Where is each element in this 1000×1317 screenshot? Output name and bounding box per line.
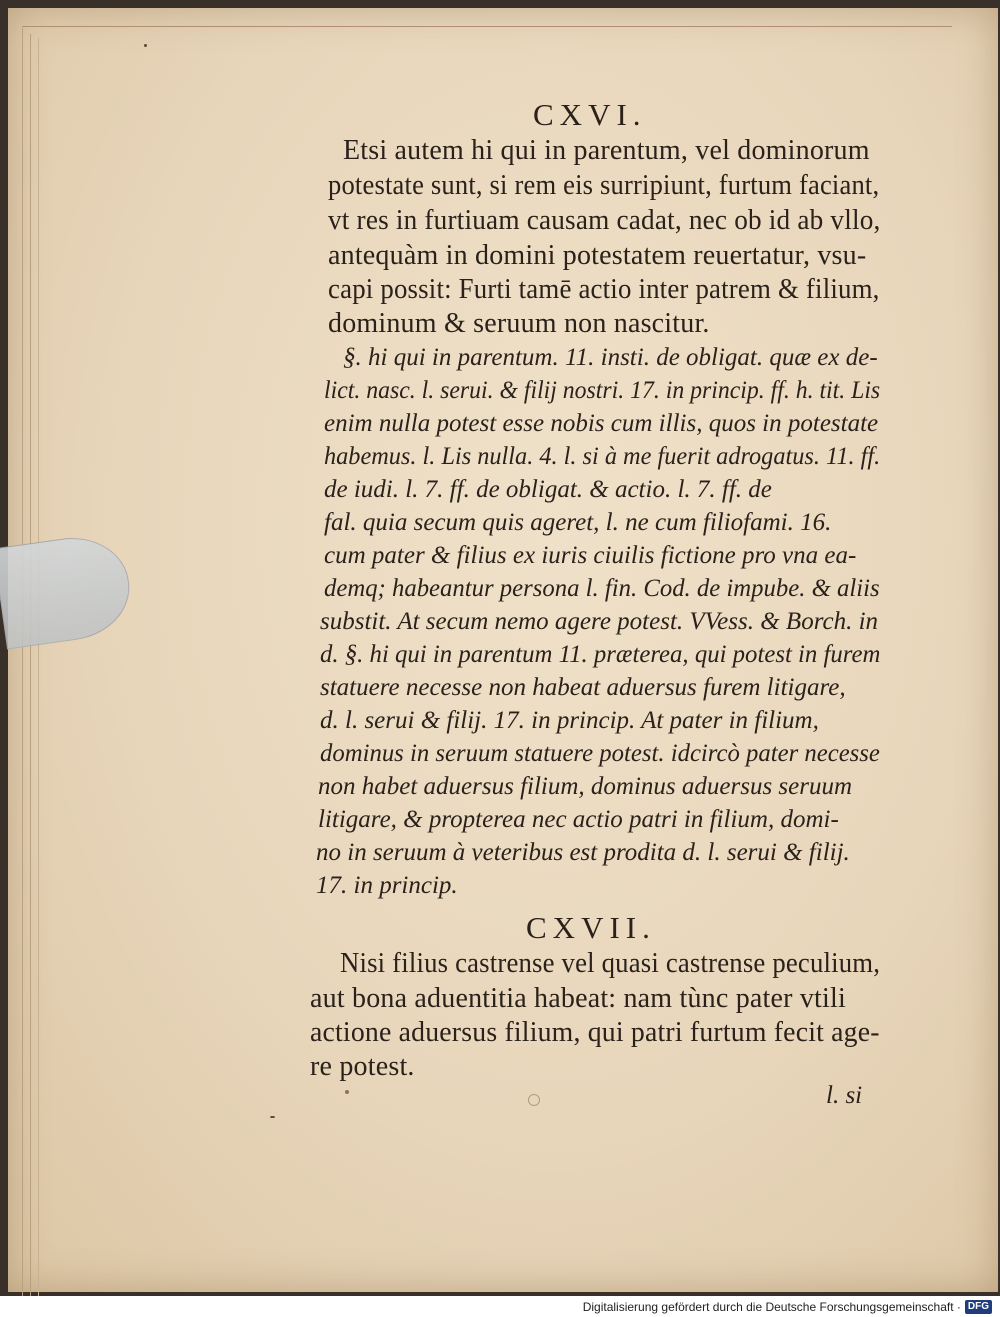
digitization-credit <box>583 1299 992 1315</box>
commentary-line: cum pater & filius ex iuris ciuilis fictione pro vna ea- <box>324 542 857 569</box>
commentary-line: enim nulla potest esse nobis cum illis, quos in potestate <box>324 410 879 437</box>
commentary-line: fal. quia secum quis ageret, l. ne cum filiofami. 16. <box>324 509 832 536</box>
text-line: capi possit: Furti tamē actio inter patrem & filium, <box>328 274 880 305</box>
text-line: vt res in furtiuam causam cadat, nec ob id ab vllo, <box>328 205 881 236</box>
commentary-line: de iudi. l. 7. ff. de obligat. & actio. l. 7. ff. de <box>324 476 772 503</box>
text-line: dominum & seruum non nascitur. <box>328 308 710 339</box>
credit-text: Digitalisierung gefördert durch die Deutsche Forschungsgemeinschaft · <box>582 1300 961 1314</box>
commentary-line: §. hi qui in parentum. 11. insti. de obligat. quæ ex de- <box>343 344 878 371</box>
text-line: actione aduersus filium, qui patri furtum fecit age- <box>310 1017 880 1048</box>
commentary-line: lict. nasc. l. serui. & filij nostri. 17. in princip. ff. h. tit. Lis <box>324 377 881 404</box>
page-edge-line <box>30 34 31 1296</box>
text-line: Etsi autem hi qui in parentum, vel dominorum <box>343 135 870 166</box>
commentary-line: d. §. hi qui in parentum 11. præterea, qui potest in furem <box>320 641 881 668</box>
commentary-line: demq; habeantur persona l. fin. Cod. de impube. & aliis <box>324 575 880 602</box>
commentary-line: habemus. l. Lis nulla. 4. l. si à me fuerit adrogatus. 11. ff. <box>324 443 881 470</box>
commentary-line: statuere necesse non habeat aduersus furem litigare, <box>320 674 846 701</box>
commentary-line: litigare, & propterea nec actio patri in filium, domi- <box>318 806 839 833</box>
commentary-line: d. l. serui & filij. 17. in princip. At pater in filium, <box>320 707 819 734</box>
commentary-line: 17. in princip. <box>316 872 458 899</box>
text-line: antequàm in domini potestatem reuertatur, vsu- <box>328 240 867 271</box>
section-heading-cxvii: CXVII. <box>526 910 656 945</box>
paper-speck <box>528 1094 540 1106</box>
text-line: re potest. <box>310 1051 415 1082</box>
section-heading-cxvi: CXVI. <box>533 97 647 132</box>
commentary-line: non habet aduersus filium, dominus aduersus seruum <box>318 773 853 800</box>
paper-speck <box>345 1090 349 1094</box>
text-line: potestate sunt, si rem eis surripiunt, furtum faciant, <box>328 170 880 201</box>
page-top-edge <box>22 26 952 27</box>
paper-speck <box>270 1116 275 1118</box>
dfg-logo: DFG <box>965 1300 992 1314</box>
paper-speck <box>144 44 147 47</box>
commentary-line: dominus in seruum statuere potest. idcircò pater necesse <box>320 740 880 767</box>
catchword: l. si <box>826 1082 863 1109</box>
text-line: aut bona aduentitia habeat: nam tùnc pater vtili <box>310 983 846 1014</box>
commentary-line: substit. At secum nemo agere potest. VVess. & Borch. in <box>320 608 879 635</box>
page-edge-line <box>38 38 39 1296</box>
commentary-line: no in seruum à veteribus est prodita d. l. serui & filij. <box>316 839 850 866</box>
page-edge-line <box>22 28 23 1296</box>
text-line: Nisi filius castrense vel quasi castrense peculium, <box>340 948 881 979</box>
